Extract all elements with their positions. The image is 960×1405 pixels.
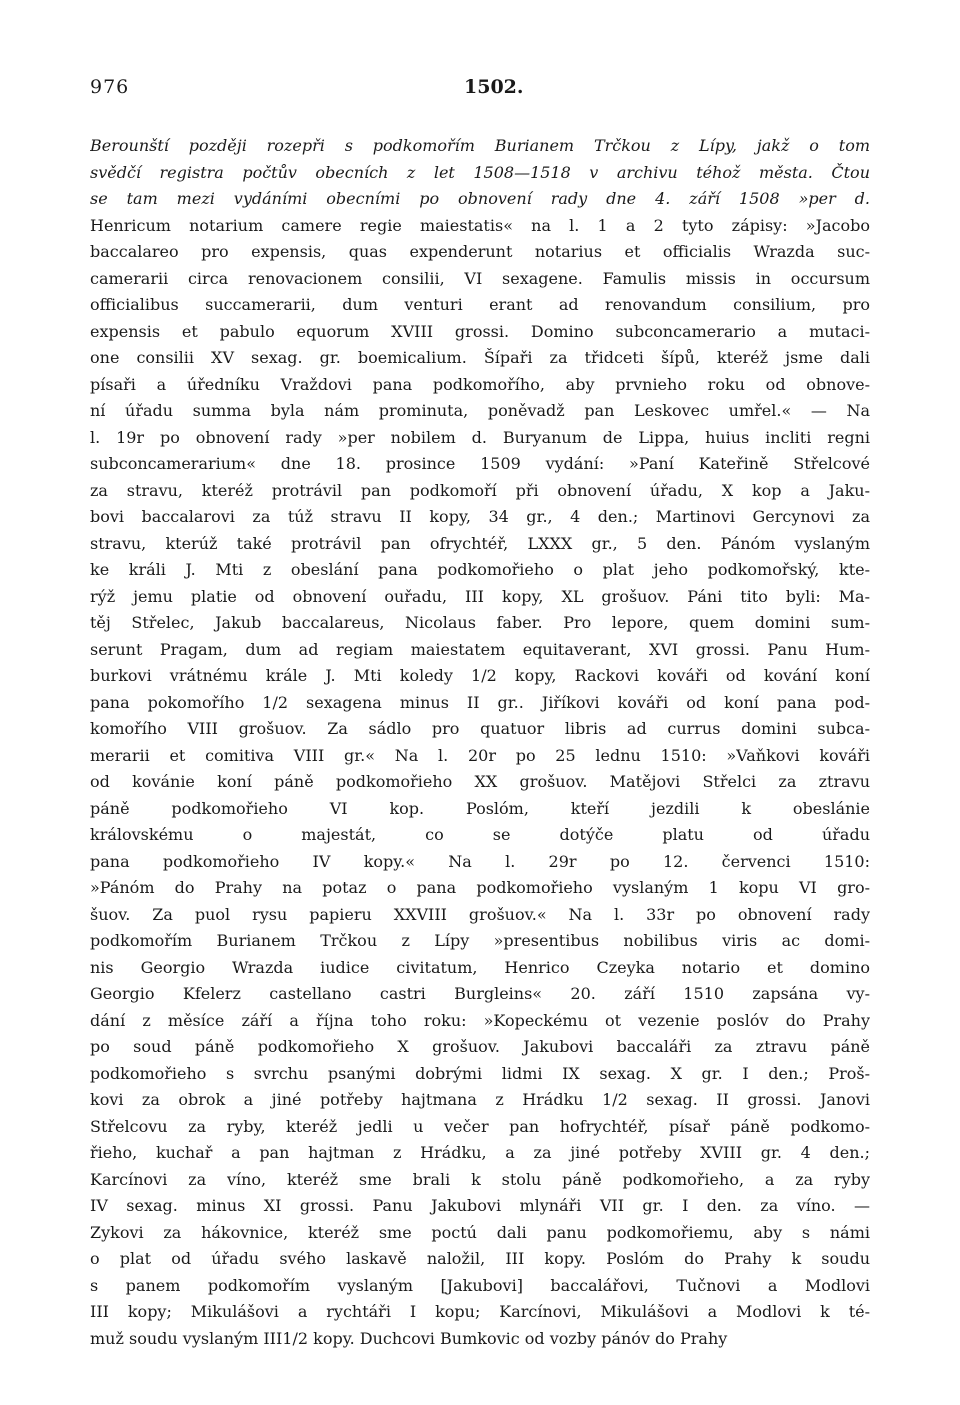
text-line: s panem podkomořím vyslaným [Jakubovi] baccalářovi, Tučnovi a Modlovi <box>90 1275 870 1295</box>
text-line: ke králi J. Mti z obeslání pana podkomořieho o plat jeho podkomořský, kte- <box>90 560 870 579</box>
text-line: podkomořím Burianem Trčkou z Lípy »presentibus nobilibus viris ac domi- <box>90 931 870 950</box>
text-line: baccalareo pro expensis, quas expenderunt notarius et officialis Wrazda suc- <box>90 242 870 261</box>
text-line: officialibus succamerarii, dum venturi erant ad renovandum consilium, pro <box>90 295 870 314</box>
text-line: Georgio Kfelerz castellano castri Burgleins« 20. září 1510 zapsána vy- <box>90 984 870 1003</box>
text-line: pana podkomořieho IV kopy.« Na l. 29r po 12. červenci 1510: <box>90 851 870 871</box>
text-line: páně podkomořieho VI kop. Poslóm, kteří jezdili k obeslánie <box>90 798 870 818</box>
text-line: »Pánóm do Prahy na potaz o pana podkomořieho vyslaným 1 kopu VI gro- <box>90 878 870 897</box>
text-line: podkomořieho s svrchu psanými dobrými lidmi IX sexag. X gr. I den.; Proš- <box>90 1063 870 1083</box>
text-line: se tam mezi vydáními obecními po obnovení rady dne 4. září 1508 »per d. <box>90 189 870 208</box>
text-line: od kovánie koní páně podkomořieho XX grošuov. Matějovi Střelci za ztravu <box>90 772 870 791</box>
text-line: serunt Pragam, dum ad regiam maiestatem equitaverant, XVI grossi. Panu Hum- <box>90 639 870 659</box>
text-line: merarii et comitiva VIII gr.« Na l. 20r po 25 lednu 1510: »Vaňkovi kováři <box>90 745 870 765</box>
text-line: za stravu, kteréž protrávil pan podkomoří při obnovení úřadu, X kop a Jaku- <box>90 480 870 500</box>
text-line: řieho, kuchař a pan hajtman z Hrádku, a za jiné potřeby XVIII gr. 4 den.; <box>90 1143 870 1162</box>
text-line: Henricum notarium camere regie maiestatis« na l. 1 a 2 tyto zápisy: »Jacobo <box>90 215 870 235</box>
text-line: šuov. Za puol rysu papieru XXVIII grošuov.« Na l. 33r po obnovení rady <box>90 904 870 924</box>
text-line: o plat od úřadu svého laskavě naložil, III kopy. Poslóm do Prahy k soudu <box>90 1249 870 1268</box>
text-line: subconcamerarium« dne 18. prosince 1509 vydání: »Paní Kateřině Střelcové <box>90 454 870 473</box>
text-line: IV sexag. minus XI grossi. Panu Jakubovi mlynáři VII gr. I den. za víno. — <box>90 1196 870 1215</box>
text-line: písaři a úředníku Vraždovi pana podkomořího, aby prvnieho roku od obnove- <box>90 374 870 394</box>
text-line: rýž jemu platie od obnovení ouřadu, III kopy, XL grošuov. Páni tito byli: Ma- <box>90 586 870 606</box>
text-line: muž soudu vyslaným III1/2 kopy. Duchcovi Bumkovic od vozby pánóv do Prahy <box>90 1328 728 1348</box>
page-number: 976 <box>90 76 130 98</box>
running-header-year: 1502. <box>464 76 524 98</box>
text-line: camerarii circa renovacionem consilii, VI sexagene. Famulis missis in occursum <box>90 268 870 288</box>
text-line: Střelcovu za ryby, kteréž jedli u večer pan hofrychtéř, písař páně podkomo- <box>90 1116 870 1136</box>
text-line: burkovi vrátnému krále J. Mti koledy 1/2 kopy, Rackovi kováři od kování koní <box>90 666 870 685</box>
text-line: l. 19r po obnovení rady »per nobilem d. Buryanum de Lippa, huius incliti regni <box>90 427 870 447</box>
text-line: Karcínovi za víno, kteréž sme brali k stolu páně podkomořieho, a za ryby <box>90 1169 870 1189</box>
text-line: královskému o majestát, co se dotýče platu od úřadu <box>90 825 870 844</box>
text-line: Berounští později rozepři s podkomořím Burianem Trčkou z Lípy, jakž o tom <box>90 136 870 155</box>
text-line: Zykovi za hákovnice, kteréž sme poctú dali panu podkomořiemu, aby s námi <box>90 1222 870 1242</box>
text-line: stravu, kterúž také protrávil pan ofrychtéř, LXXX gr., 5 den. Pánóm vyslaným <box>90 533 870 553</box>
text-line: komořího VIII grošuov. Za sádlo pro quatuor libris ad currus domini subca- <box>90 719 870 738</box>
text-line: těj Střelec, Jakub baccalareus, Nicolaus faber. Pro lepore, quem domini sum- <box>90 613 870 632</box>
text-line: nis Georgio Wrazda iudice civitatum, Henrico Czeyka notario et domino <box>90 957 870 977</box>
text-line: po soud páně podkomořieho X grošuov. Jakubovi baccaláři za ztravu páně <box>90 1037 870 1056</box>
text-line: ní úřadu summa byla nám prominuta, poněvadž pan Leskovec umřel.« — Na <box>90 401 870 420</box>
text-line: III kopy; Mikulášovi a rychtáři I kopu; Karcínovi, Mikulášovi a Modlovi k té- <box>90 1302 870 1321</box>
text-line: expensis et pabulo equorum XVIII grossi. Domino subconcamerario a mutaci- <box>90 321 870 341</box>
text-line: bovi baccalarovi za túž stravu II kopy, 34 gr., 4 den.; Martinovi Gercynovi za <box>90 507 870 526</box>
text-line: dání z měsíce září a října toho roku: »Kopeckému ot vezenie poslóv do Prahy <box>90 1010 870 1030</box>
text-line: pana pokomořího 1/2 sexagena minus II gr.. Jiříkovi kováři od koní pana pod- <box>90 692 870 712</box>
text-line: svědčí registra počtův obecních z let 1508—1518 v archivu téhož města. Čtou <box>90 162 870 182</box>
text-line: one consilii XV sexag. gr. boemicalium. Šípaři za třidceti šípů, kteréž jsme dali <box>90 348 870 367</box>
text-line: kovi za obrok a jiné potřeby hajtmana z Hrádku 1/2 sexag. II grossi. Janovi <box>90 1090 870 1109</box>
body-text <box>90 133 870 1352</box>
